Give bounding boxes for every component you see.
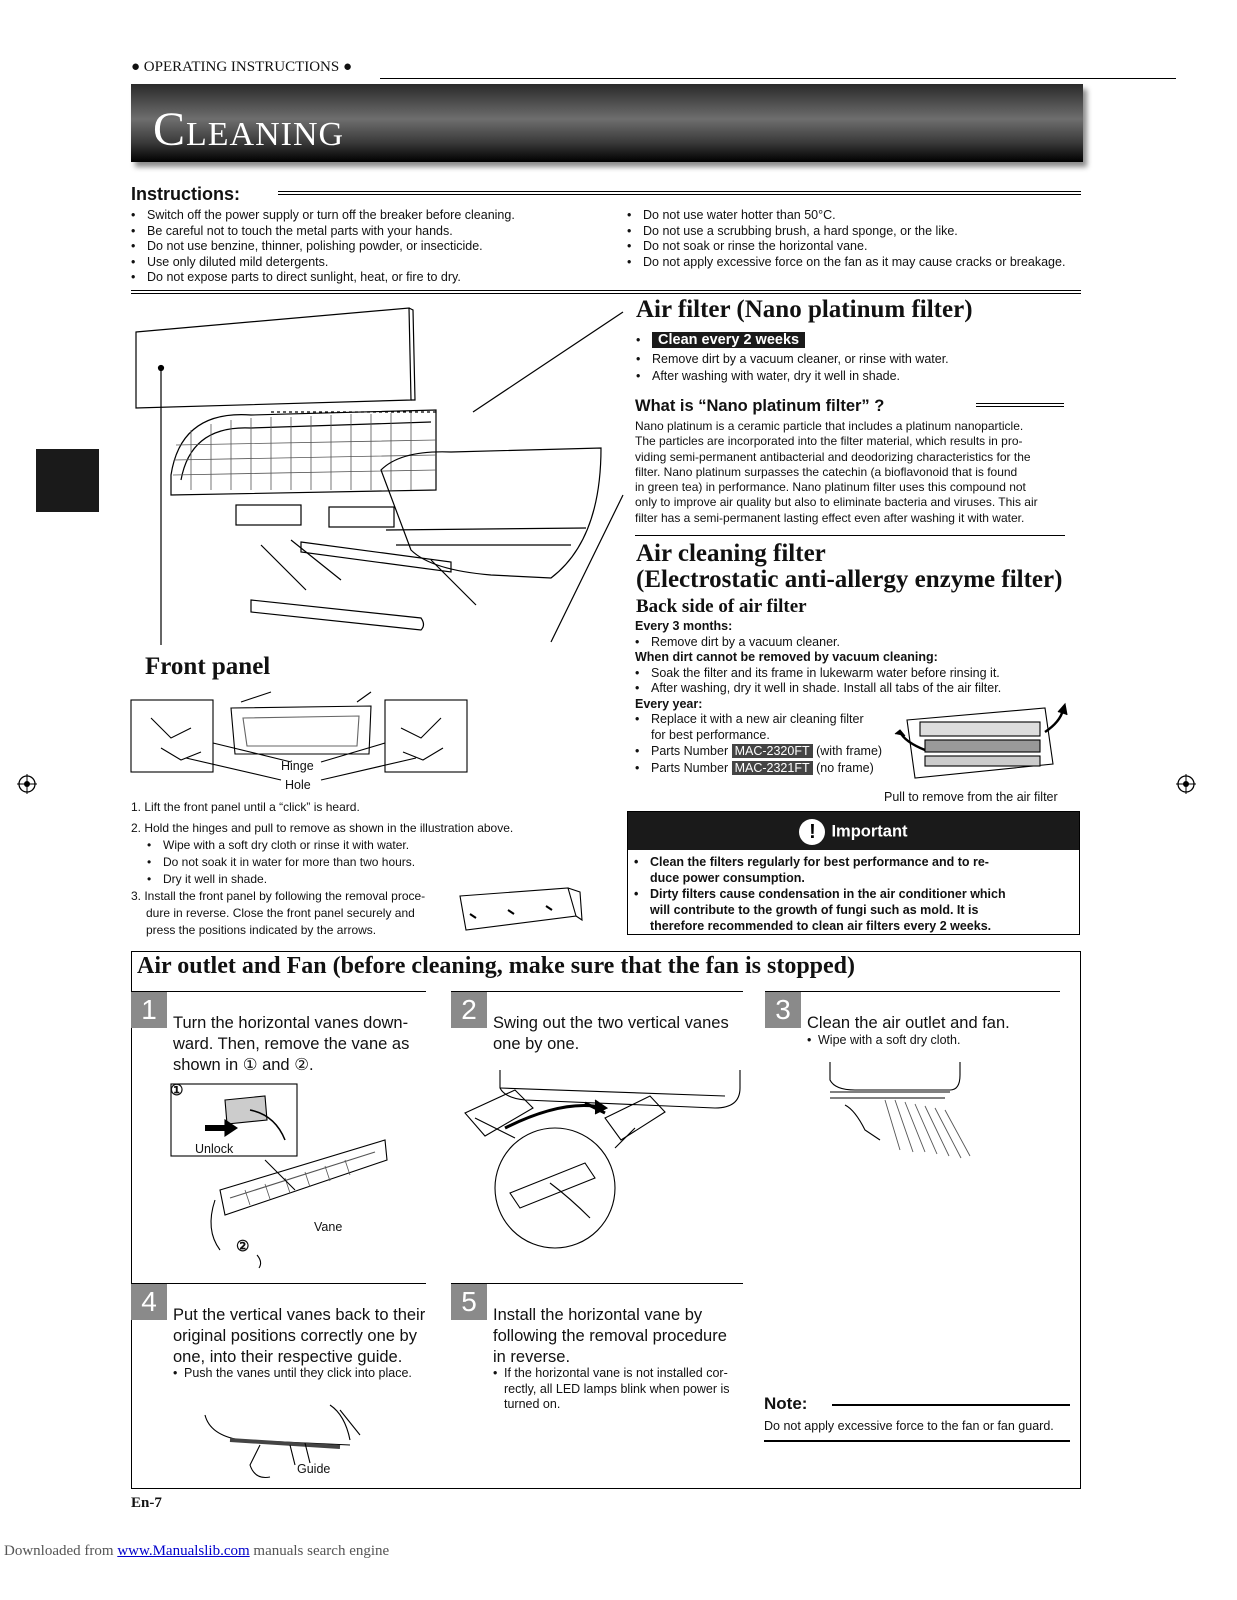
unlock-label: Unlock	[195, 1142, 234, 1156]
hinge-label: Hinge	[281, 759, 314, 773]
part-number-2: • Parts Number MAC-2321FT (no frame)	[635, 761, 1075, 777]
instruction-item: • Be careful not to touch the metal parts with your hands.	[131, 224, 621, 240]
clean-every-2-weeks-badge: Clean every 2 weeks	[652, 332, 805, 348]
step-1-number: 1	[131, 992, 167, 1028]
cleaning-filter-title: Air cleaning filter (Electrostatic anti-allergy enzyme filter)	[636, 540, 1063, 593]
when-dirt-item: • Soak the filter and its frame in lukewarm water before rinsing it.	[635, 666, 1075, 682]
important-item: • Dirty filters cause condensation in the air conditioner which	[634, 886, 1073, 902]
instructions-right-list	[627, 208, 1087, 270]
page-number: En-7	[131, 1495, 162, 1511]
note-text: Do not apply excessive force to the fan or fan guard.	[764, 1419, 1054, 1433]
important-item: • Clean the filters regularly for best performance and to re-	[634, 854, 1073, 870]
circled-1: ①	[170, 1083, 184, 1099]
step-4-text: Put the vertical vanes back to their original positions correctly one by one, into their respective guide.	[173, 1306, 426, 1366]
air-conditioner-exploded-illustration	[131, 300, 631, 660]
nano-description: Nano platinum is a ceramic particle that includes a platinum nanoparticle. The particles are incorporated into the filter material, which results in pro- viding semi-permanent antibacterial and deodorizing characteristics for the filter. Nano platinum surpasses the catechin (a bioflavonoid that is found in green tea) in performance. Nano platinum filter uses this compound not only to improve air quality but also to eliminate bacteria and viruses. This air filter has a semi-permanent lasting effect even after washing it with water.	[635, 419, 1038, 525]
cleaning-filter-subtitle: Back side of air filter	[636, 596, 807, 617]
step-2-text: Swing out the two vertical vanes one by one.	[493, 1014, 729, 1053]
instruction-item: • Do not use water hotter than 50°C.	[627, 208, 1087, 224]
section-header: ● OPERATING INSTRUCTIONS ●	[131, 59, 353, 75]
important-header: ! Important	[628, 812, 1079, 850]
nano-heading: What is “Nano platinum filter” ?	[635, 397, 885, 415]
step-4-sub: • Push the vanes until they click into place.	[173, 1366, 412, 1382]
part-number-1: • Parts Number MAC-2320FT (with frame)	[635, 744, 1075, 760]
when-dirt-item: • After washing, dry it well in shade. Install all tabs of the air filter.	[635, 681, 1075, 697]
replace-item: • Replace it with a new air cleaning filter	[635, 712, 1075, 728]
instruction-item: • Do not use a scrubbing brush, a hard sponge, or the like.	[627, 224, 1087, 240]
cleaning-filter-illustration	[895, 702, 1075, 784]
side-tab-marker	[36, 449, 99, 512]
every-3-months-label: Every 3 months:	[635, 619, 733, 633]
instruction-item: • Use only diluted mild detergents.	[131, 255, 621, 271]
step-1-text: Turn the horizontal vanes down- ward. Then, remove the vane as shown in ① and ②.	[173, 1014, 410, 1074]
page-title: CLEANING	[153, 103, 345, 156]
instruction-item: • Do not use benzine, thinner, polishing powder, or insecticide.	[131, 239, 621, 255]
step-5-number: 5	[451, 1284, 487, 1320]
pull-caption: Pull to remove from the air filter	[884, 790, 1058, 804]
step-1-illustration	[165, 1080, 395, 1270]
air-outlet-title: Air outlet and Fan (before cleaning, make sure that the fan is stopped)	[137, 953, 856, 979]
hole-label: Hole	[285, 778, 311, 792]
step-3-illustration	[825, 1060, 975, 1160]
air-filter-item: • After washing with water, dry it well in shade.	[636, 369, 1076, 385]
front-panel-title: Front panel	[145, 653, 271, 680]
replace-item-cont: for best performance.	[651, 727, 770, 742]
step-2-illustration	[455, 1068, 745, 1258]
step-4-number: 4	[131, 1284, 167, 1320]
when-dirt-label: When dirt cannot be removed by vacuum cleaning:	[635, 650, 938, 664]
step-2-number: 2	[451, 992, 487, 1028]
instruction-item: • Do not apply excessive force on the fan as it may cause cracks or breakage.	[627, 255, 1087, 271]
exclamation-icon: !	[799, 819, 825, 845]
step-5-text: Install the horizontal vane by following the removal procedure in reverse.	[493, 1306, 727, 1366]
guide-label: Guide	[297, 1462, 331, 1476]
step-3-text: Clean the air outlet and fan.	[807, 1014, 1010, 1032]
instruction-item: • Switch off the power supply or turn off the breaker before cleaning.	[131, 208, 621, 224]
every-3-item: • Remove dirt by a vacuum cleaner.	[635, 635, 1075, 651]
air-filter-badge-item	[636, 333, 1076, 349]
manualslib-link[interactable]: www.Manualslib.com	[117, 1543, 250, 1559]
step-3-number: 3	[765, 992, 801, 1028]
circled-2: ②	[236, 1239, 250, 1255]
instruction-item: • Do not expose parts to direct sunlight, heat, or fire to dry.	[131, 270, 621, 286]
instructions-heading: Instructions:	[131, 184, 241, 204]
registration-mark-left	[17, 774, 37, 794]
note-heading: Note:	[764, 1394, 808, 1413]
instructions-left-list	[131, 208, 621, 286]
step-5-sub: • If the horizontal vane is not installed cor- rectly, all LED lamps blink when power is turned on.	[493, 1366, 753, 1413]
every-year-label: Every year:	[635, 696, 703, 711]
front-panel-close-illustration	[458, 886, 583, 936]
step-3-sub: • Wipe with a soft dry cloth.	[807, 1033, 960, 1049]
instruction-item: • Do not soak or rinse the horizontal vane.	[627, 239, 1087, 255]
important-box: ! Important • Clean the filters regularly for best performance and to re- duce power consumption. • Dirty filters cause condensation in the air conditioner which will contribute to the growth of fungi such as mold. It is therefore recommended to clean air filters every 2 weeks.	[627, 811, 1080, 935]
air-filter-title: Air filter (Nano platinum filter)	[636, 296, 973, 323]
air-filter-item: • Remove dirt by a vacuum cleaner, or rinse with water.	[636, 352, 1076, 368]
front-panel-steps: 1. Lift the front panel until a “click” is heard. 2. Hold the hinges and pull to remove as shown in the illustration above. • Wipe with a soft dry cloth or rinse it with water. • Do not soak it in water for more than two hours. • Dry it well in shade. 3. Install the front panel by following the removal proce- dure in reverse. Close the front panel securely and press the positions indicated by the arrows.	[131, 799, 591, 939]
title-banner	[131, 84, 1083, 162]
vane-label: Vane	[314, 1220, 343, 1234]
registration-mark-right	[1176, 774, 1196, 794]
step-4-illustration	[200, 1395, 370, 1485]
download-footer: Downloaded from www.Manualslib.com manuals search engine	[4, 1543, 390, 1559]
